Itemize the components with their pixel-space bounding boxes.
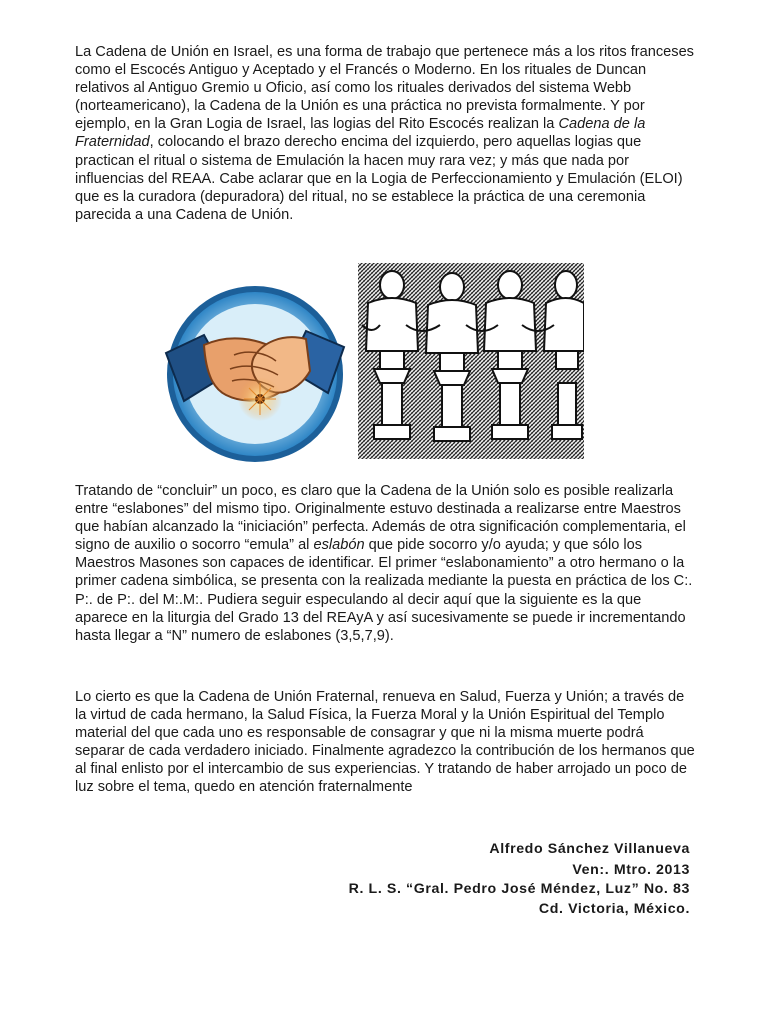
paragraph-intro [75,43,697,224]
handshake-illustration [164,283,346,465]
signature-city: Cd. Victoria, México. [538,901,690,917]
signature-name: Alfredo Sánchez Villanueva [489,841,690,857]
signature-lodge: R. L. S. “Gral. Pedro José Méndez, Luz” No. 83 [348,881,690,897]
paragraph-intro-text-2: , colocando el brazo derecho encima del izquierdo, pero aquellas logias que practican el ritual o sistema de Emulación la hacen muy rara vez; y más que nada por influencias del REAA. Cabe aclarar que en la Logia de Perfeccionamiento y Emulación (ELOI) que es la curadora (depuradora) del ritual, no se establece la práctica de una ceremonia parecida a una Cadena de Unión. [75,134,683,223]
paragraph-intro-text-1: La Cadena de Unión en Israel, es una forma de trabajo que pertenece más a los ritos franceses como el Escocés Antiguo y Aceptado y el Francés o Moderno. En los rituales de Duncan relativos al Antiguo Gremio u Oficio, así como los rituales derivados del sistema Webb (norteamericano), la Cadena de la Unión es una práctica no prevista formalmente. Y por ejemplo, en la Gran Logia de Israel, las logias del Rito Escocés realizan la [75,44,694,133]
signature-title: Ven:. Mtro. 2013 [572,862,690,878]
paragraph-conclusion [75,482,697,645]
chain-of-union-figures-illustration [358,263,584,459]
paragraph-conclusion-text-2: que pide socorro y/o ayuda; y que sólo los Maestros Masones son capaces de identificar. El primer “eslabonamiento” a otro hermano o la primer cadena simbólica, se presenta con la realizada mediante la puesta en práctica de los C:. P:. de P:. del M:.M:. Pudiera seguir especulando al decir aquí que la siguiente es la que aparece en la liturgia del Grado 13 del REAyA y así sucesivamente se puede ir incrementando hasta llegar a “N” numero de eslabones (3,5,7,9). [75,537,693,644]
paragraph-intro-italic: Cadena de la Fraternidad [75,116,646,151]
paragraph-conclusion-italic: eslabón [313,537,365,554]
paragraph-closing: Lo cierto es que la Cadena de Unión Fraternal, renueva en Salud, Fuerza y Unión; a través de la virtud de cada hermano, la Salud Física, la Fuerza Moral y la Unión Espiritual del Templo material del que cada uno es responsable de consagrar y que ni la misma muerte podrá separar de cada verdadero iniciado. Finalmente agradezco la contribución de los hermanos que al final enlisto por el intercambio de sus experiencias. Y tratando de haber arrojado un poco de luz sobre el tema, quedo en atención fraternalmente [75,689,695,796]
paragraph-conclusion-text-1: Tratando de “concluir” un poco, es claro que la Cadena de la Unión solo es posible realizarla entre “eslabones” del mismo tipo. Originalmente estuvo destinada a realizarse entre Maestros que habían alcanzado la “iniciación” perfecta. Además de otra significación complementaria, el signo de auxilio o socorro “emula” al [75,483,686,554]
